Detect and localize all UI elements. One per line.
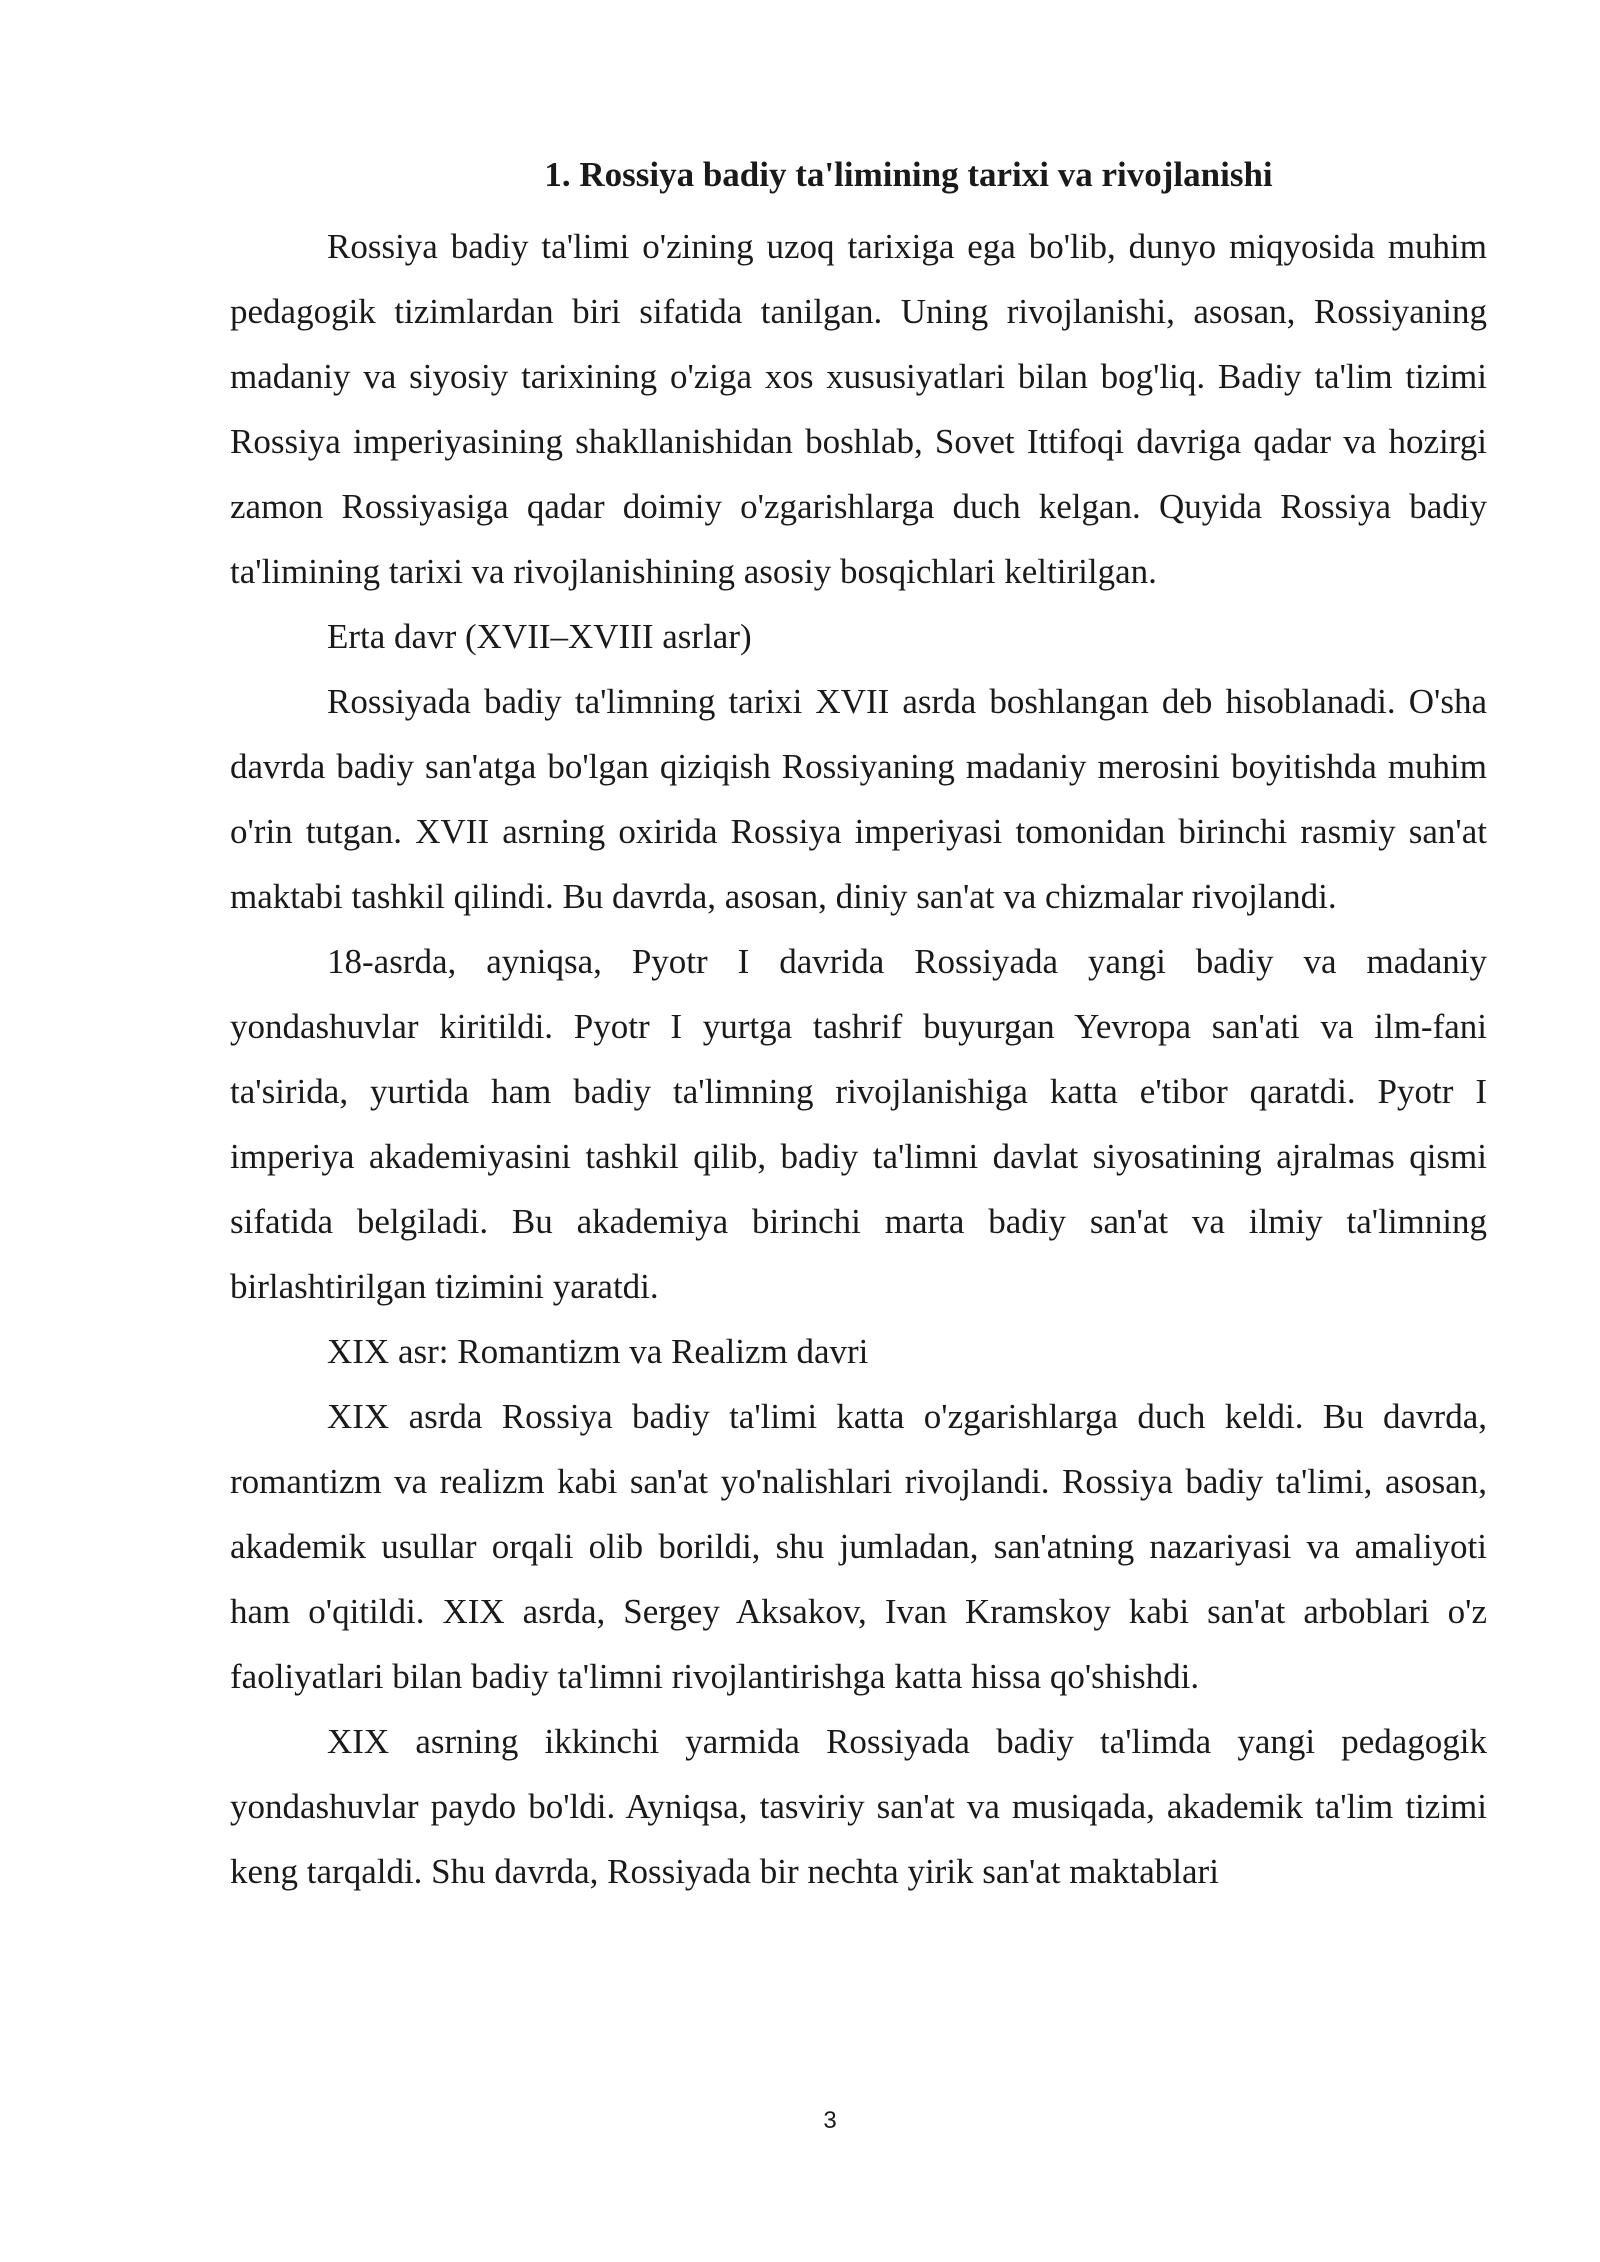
paragraph-19th-century: XIX asrda Rossiya badiy ta'limi katta o'zgarishlarga duch keldi. Bu davrda, romantizm va realizm kabi san'at yo'nalishlari rivojlandi. Rossiya badiy ta'limi, asosan, akademik usullar orqali olib borildi, shu jumladan, san'atning nazariyasi va amaliyoti ham o'qitildi. XIX asrda, Sergey Aksakov, Ivan Kramskoy kabi san'at arboblari o'z faoliyatlari bilan badiy ta'limni rivojlantirishga katta hissa qo'shishdi. [230,1397,1487,1696]
section-heading: 1. Rossiya badiy ta'limining tarixi va rivojlanishi [544,155,1273,194]
paragraph-19th-century-second-half: XIX asrning ikkinchi yarmida Rossiyada badiy ta'limda yangi pedagogik yondashuvlar paydo bo'ldi. Ayniqsa, tasviriy san'at va musiqada, akademik ta'lim tizimi keng tarqaldi. Shu davrda, Rossiyada bir nechta yirik san'at maktablari [230,1722,1487,1891]
paragraph-18th-century: 18-asrda, ayniqsa, Pyotr I davrida Rossiyada yangi badiy va madaniy yondashuvlar kiritildi. Pyotr I yurtga tashrif buyurgan Yevropa san'ati va ilm-fani ta'sirida, yurtida ham badiy ta'limning rivojlanishiga katta e'tibor qaratdi. Pyotr I imperiya akademiyasini tashkil qilib, badiy ta'limni davlat siyosatining ajralmas qismi sifatida belgiladi. Bu akademiya birinchi marta badiy san'at va ilmiy ta'limning birlashtirilgan tizimini yaratdi. [230,942,1487,1306]
page-number: 3 [823,2107,837,2134]
paragraph-17th-century: Rossiyada badiy ta'limning tarixi XVII asrda boshlangan deb hisoblanadi. O'sha davrda badiy san'atga bo'lgan qiziqish Rossiyaning madaniy merosini boyitishda muhim o'rin tutgan. XVII asrning oxirida Rossiya imperiyasi tomonidan birinchi rasmiy san'at maktabi tashkil qilindi. Bu davrda, asosan, diniy san'at va chizmalar rivojlandi. [230,682,1487,916]
paragraph-intro: Rossiya badiy ta'limi o'zining uzoq tarixiga ega bo'lib, dunyo miqyosida muhim pedagogik tizimlardan biri sifatida tanilgan. Uning rivojlanishi, asosan, Rossiyaning madaniy va siyosiy tarixining o'ziga xos xususiyatlari bilan bog'liq. Badiy ta'lim tizimi Rossiya imperiyasining shakllanishidan boshlab, Sovet Ittifoqi davriga qadar va hozirgi zamon Rossiyasiga qadar doimiy o'zgarishlarga duch kelgan. Quyida Rossiya badiy ta'limining tarixi va rivojlanishining asosiy bosqichlari keltirilgan. [230,227,1487,591]
page-content [230,150,1487,1904]
subheading-early-period: Erta davr (XVII–XVIII asrlar) [327,617,752,656]
subheading-19th-century: XIX asr: Romantizm va Realizm davri [327,1332,869,1371]
